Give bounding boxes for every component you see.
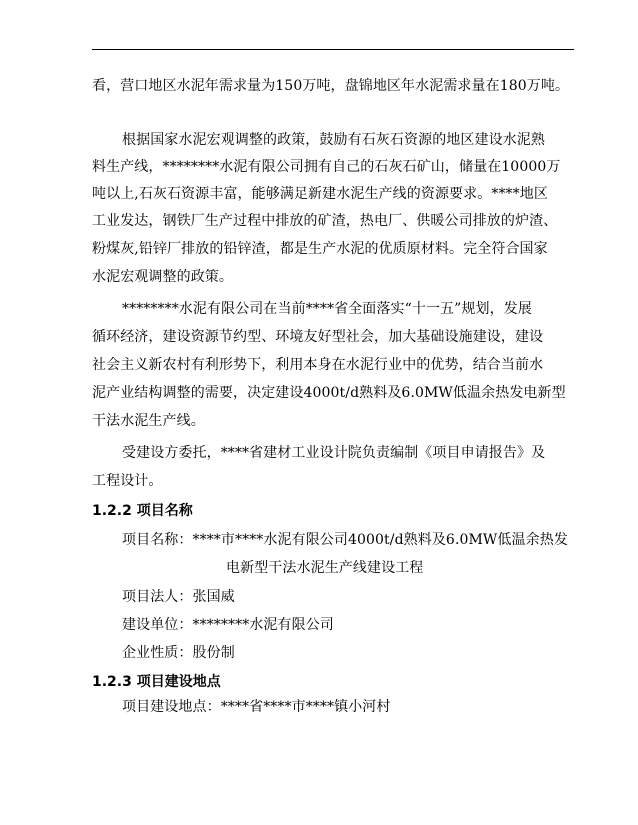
- plan-paragraph-line-1: ********水泥有限公司在当前****省全面落实“十一五”规划，发展: [122, 301, 532, 317]
- policy-paragraph-line-5: 粉煤灰,铅锌厂排放的铅锌渣，都是生产水泥的优质原材料。完全符合国家: [92, 241, 548, 257]
- policy-paragraph-line-3: 吨以上,石灰石资源丰富，能够满足新建水泥生产线的资源要求。****地区: [92, 186, 548, 202]
- commission-paragraph-line-2: 工程设计。: [92, 473, 163, 489]
- plan-paragraph-line-5: 干法水泥生产线。: [92, 413, 205, 429]
- policy-paragraph-line-2: 料生产线，********水泥有限公司拥有自己的石灰石矿山，储量在10000万: [92, 159, 561, 175]
- intro-line: 看，营口地区水泥年需求量为150万吨，盘锦地区年水泥需求量在180万吨。: [92, 78, 570, 94]
- plan-paragraph-line-3: 社会主义新农村有利形势下，利用本身在水泥行业中的优势，结合当前水: [92, 357, 544, 373]
- project-name-line-2: 电新型干法水泥生产线建设工程: [226, 560, 424, 576]
- plan-paragraph-line-2: 循环经济，建设资源节约型、环境友好型社会，加大基础设施建设，建设: [92, 329, 544, 345]
- section-heading-project-name: 1.2.2 项目名称: [92, 503, 193, 519]
- policy-paragraph-line-4: 工业发达，钢铁厂生产过程中排放的矿渣，热电厂、供暖公司排放的炉渣、: [92, 213, 558, 229]
- project-name-line-1: 项目名称：****市****水泥有限公司4000t/d熟料及6.0MW低温余热发: [122, 532, 568, 548]
- policy-paragraph-line-6: 水泥宏观调整的政策。: [92, 269, 233, 285]
- construction-unit: 建设单位：********水泥有限公司: [122, 617, 334, 633]
- enterprise-nature: 企业性质：股份制: [122, 645, 235, 661]
- plan-paragraph-line-4: 泥产业结构调整的需要，决定建设4000t/d熟料及6.0MW低温余热发电新型: [92, 385, 566, 401]
- header-rule: [92, 49, 574, 50]
- section-heading-location: 1.2.3 项目建设地点: [92, 674, 221, 690]
- project-legal-person: 项目法人：张国威: [122, 589, 235, 605]
- commission-paragraph-line-1: 受建设方委托，****省建材工业设计院负责编制《项目申请报告》及: [122, 445, 546, 461]
- policy-paragraph-line-1: 根据国家水泥宏观调整的政策，鼓励有石灰石资源的地区建设水泥熟: [122, 132, 545, 148]
- project-location: 项目建设地点：****省****市****镇小河村: [122, 699, 391, 715]
